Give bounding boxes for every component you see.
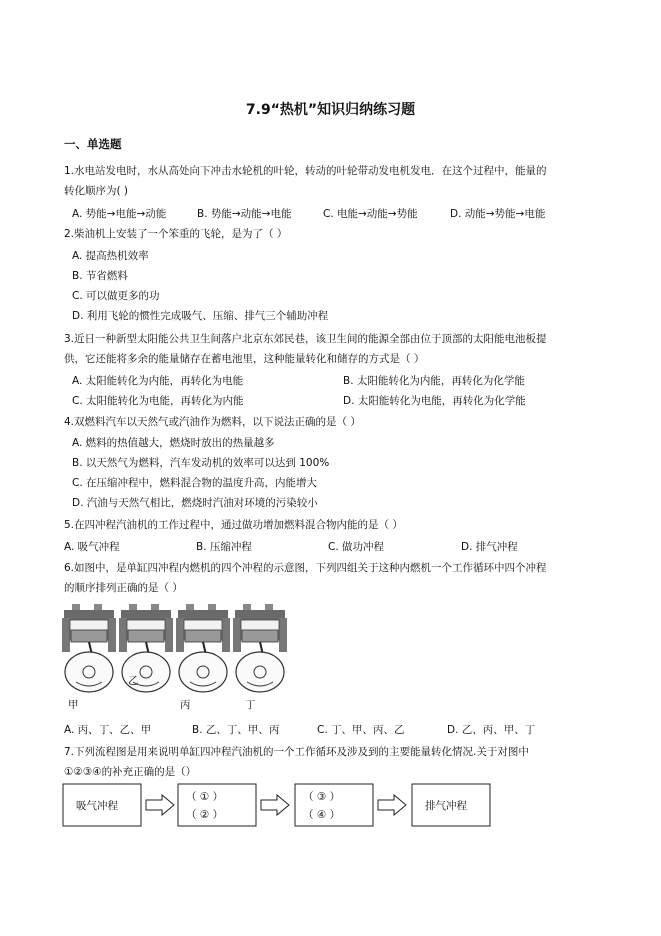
q5-option-b[interactable]: B. 压缩冲程 bbox=[196, 541, 252, 553]
q6-option-a[interactable]: A. 丙、丁、乙、甲 bbox=[64, 724, 152, 736]
flow-blank-2: （ ② ） bbox=[186, 809, 224, 821]
engine-strokes-figure bbox=[62, 604, 290, 712]
q3-option-c[interactable]: C. 太阳能转化为电能，再转化为内能 bbox=[72, 395, 244, 407]
q3-stem-line1: 3.近日一种新型太阳能公共卫生间落户北京东郊民巷，该卫生间的能源全部由位于顶部的太阳能电池板提 bbox=[64, 333, 547, 345]
q7-flow-chart bbox=[62, 783, 532, 829]
q7-stem-line1: 7.下列流程图是用来说明单缸四冲程汽油机的一个工作循环及涉及到的主要能量转化情况.关于对图中 bbox=[64, 746, 529, 758]
q2-option-d[interactable]: D. 利用飞轮的惯性完成吸气、压缩、排气三个辅助冲程 bbox=[72, 310, 329, 322]
q7-stem-line2: ①②③④的补充正确的是（） bbox=[64, 766, 197, 778]
flow-blank-3: （ ③ ） bbox=[303, 791, 341, 803]
q4-stem: 4.双燃料汽车以天然气或汽油作为燃料，以下说法正确的是（ ） bbox=[64, 416, 361, 428]
q3-option-b[interactable]: B. 太阳能转化为内能，再转化为化学能 bbox=[343, 375, 525, 387]
q5-option-c[interactable]: C. 做功冲程 bbox=[328, 541, 385, 553]
q5-option-d[interactable]: D. 排气冲程 bbox=[461, 541, 518, 553]
flow-blank-1: （ ① ） bbox=[186, 791, 224, 803]
flow-arrow-2 bbox=[261, 795, 289, 815]
q1-option-d[interactable]: D. 动能→势能→电能 bbox=[450, 208, 546, 220]
figure-label-ding: 丁 bbox=[245, 699, 256, 711]
q6-option-b[interactable]: B. 乙、丁、甲、丙 bbox=[192, 724, 280, 736]
flow-arrow-3 bbox=[378, 795, 406, 815]
q1-stem-line1: 1.水电站发电时，水从高处向下冲击水轮机的叶轮，转动的叶轮带动发电机发电．在这个过程中，能量的 bbox=[64, 165, 547, 177]
page-title: 7.9“热机”知识归纳练习题 bbox=[245, 102, 416, 118]
section-heading: 一、单选题 bbox=[64, 137, 122, 151]
q3-option-a[interactable]: A. 太阳能转化为内能，再转化为电能 bbox=[72, 375, 244, 387]
q6-stem-line2: 的顺序排列正确的是（ ） bbox=[64, 582, 183, 594]
q3-option-d[interactable]: D. 太阳能转化为电能，再转化为化学能 bbox=[343, 395, 526, 407]
q1-option-c[interactable]: C. 电能→动能→势能 bbox=[323, 208, 418, 220]
q4-option-b[interactable]: B. 以天然气为燃料，汽车发动机的效率可以达到 100% bbox=[72, 457, 330, 469]
flow-exhaust-stroke: 排气冲程 bbox=[425, 800, 467, 812]
q4-option-a[interactable]: A. 燃料的热值越大，燃烧时放出的热量越多 bbox=[72, 437, 275, 449]
q1-stem-line2: 转化顺序为( ) bbox=[64, 185, 129, 197]
q4-option-c[interactable]: C. 在压缩冲程中，燃料混合物的温度升高，内能增大 bbox=[72, 477, 318, 489]
q3-stem-line2: 供，它还能将多余的能量储存在蓄电池里，这种能量转化和储存的方式是（ ） bbox=[64, 353, 425, 365]
q5-stem: 5.在四冲程汽油机的工作过程中，通过做功增加燃料混合物内能的是（ ） bbox=[64, 519, 403, 531]
figure-label-bing: 丙 bbox=[180, 699, 191, 711]
figure-label-jia: 甲 bbox=[68, 699, 79, 711]
flow-arrow-1 bbox=[146, 795, 174, 815]
q2-option-c[interactable]: C. 可以做更多的功 bbox=[72, 290, 160, 302]
q5-option-a[interactable]: A. 吸气冲程 bbox=[64, 541, 120, 553]
flow-intake-stroke: 吸气冲程 bbox=[76, 800, 118, 812]
engine-diagram-ding bbox=[233, 604, 287, 692]
q6-stem-line1: 6.如图中，是单缸四冲程内燃机的四个冲程的示意图，下列四组关于这种内燃机一个工作循环中四个冲程 bbox=[64, 562, 547, 574]
q4-option-d[interactable]: D. 汽油与天然气相比，燃烧时汽油对环境的污染较小 bbox=[72, 497, 318, 509]
q6-option-c[interactable]: C. 丁、甲、丙、乙 bbox=[317, 724, 405, 736]
q6-option-d[interactable]: D. 乙、丙、甲、丁 bbox=[447, 724, 536, 736]
q1-option-a[interactable]: A. 势能→电能→动能 bbox=[72, 208, 167, 220]
engine-diagram-jia bbox=[62, 604, 116, 692]
q2-stem: 2.柴油机上安装了一个笨重的飞轮，是为了（ ） bbox=[64, 228, 288, 240]
q2-option-a[interactable]: A. 提高热机效率 bbox=[72, 250, 149, 262]
q2-option-b[interactable]: B. 节省燃料 bbox=[72, 270, 128, 282]
flow-blank-4: （ ④ ） bbox=[303, 809, 341, 821]
q1-option-b[interactable]: B. 势能→动能→电能 bbox=[197, 208, 292, 220]
engine-diagram-bing bbox=[176, 604, 230, 692]
figure-label-yi: 乙 bbox=[128, 675, 139, 687]
